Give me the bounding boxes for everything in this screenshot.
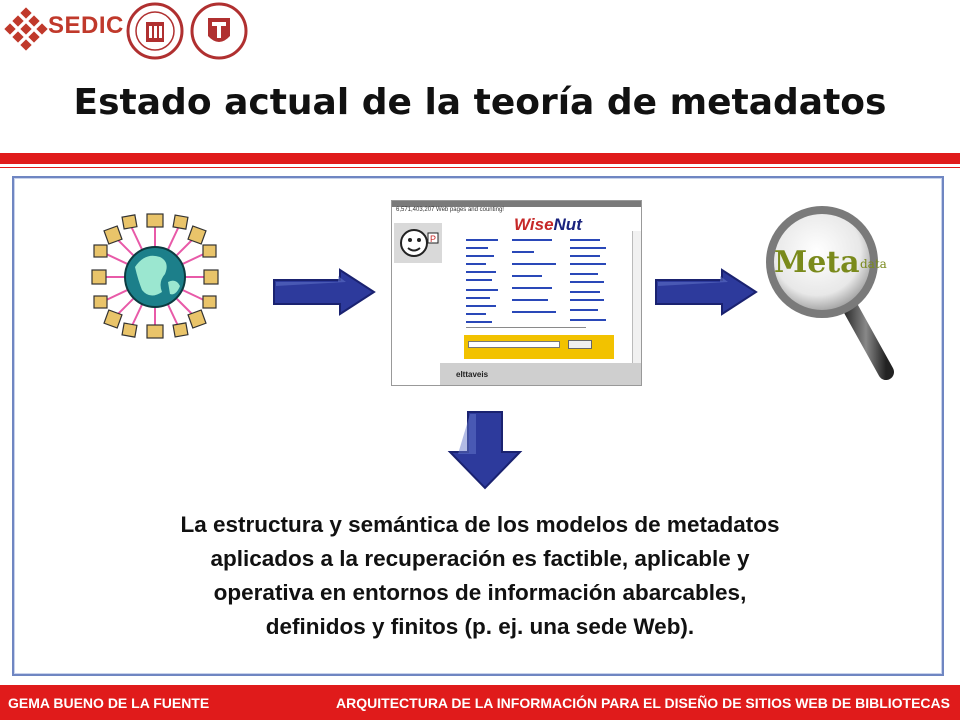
footer-bar (0, 685, 960, 720)
title-divider-thin (0, 167, 960, 168)
screenshot-search-button (568, 340, 592, 349)
sedic-logo-icon (4, 7, 48, 51)
page-title: Estado actual de la teoría de metadatos (73, 82, 887, 123)
footer-course-title: ARQUITECTURA DE LA INFORMACIÓN PARA EL DISEÑO DE SITIOS WEB DE BIBLIOTECAS (336, 695, 950, 711)
main-statement-line: operativa en entornos de información abarcables, (213, 580, 747, 605)
university-crest-icon (190, 2, 248, 60)
arrow-down-icon (446, 410, 524, 492)
search-engine-screenshot (391, 200, 642, 386)
magnifying-glass-icon (764, 200, 914, 380)
main-statement-line: La estructura y semántica de los modelos de metadatos (180, 512, 780, 537)
magnifier-subword: data (860, 257, 887, 271)
screenshot-taskbar (440, 363, 641, 385)
main-statement (40, 508, 920, 644)
screenshot-search-bar (464, 335, 614, 359)
wisenut-logo-part2: Nut (553, 215, 582, 234)
mascot-icon (394, 223, 442, 263)
arrow-right-icon (270, 268, 378, 316)
header-logos (0, 0, 300, 62)
screenshot-caption: 6,571,403,207 Web pages and counting! (396, 207, 504, 213)
globe-network-icon (90, 212, 220, 342)
arrow-right-icon (652, 268, 760, 316)
svg-text:P: P (430, 234, 437, 244)
wisenut-logo (514, 215, 582, 235)
title-divider (0, 153, 960, 164)
screenshot-search-input (468, 341, 560, 348)
university-seal-icon (126, 2, 184, 60)
sedic-logo-text: SEDIC (48, 12, 124, 39)
main-statement-line: definidos y finitos (p. ej. una sede Web). (265, 614, 695, 639)
magnifier-word: Meta (774, 245, 860, 280)
screenshot-taskbar-label: elttaveis (456, 370, 489, 379)
main-statement-line: aplicados a la recuperación es factible, aplicable y (210, 546, 750, 571)
wisenut-logo-part1: Wise (514, 215, 554, 234)
screenshot-scrollbar (632, 231, 642, 363)
footer-author: GEMA BUENO DE LA FUENTE (8, 695, 210, 711)
